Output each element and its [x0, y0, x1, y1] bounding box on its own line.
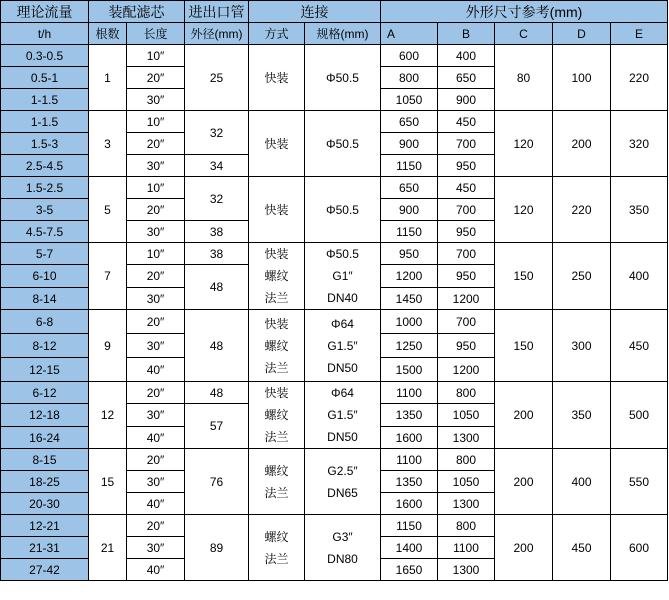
method-cell-line: 法兰	[264, 360, 289, 375]
method-cell-line: 螺纹	[264, 408, 289, 422]
flow-cell: 4.5-7.5	[1, 221, 89, 243]
dim-b-cell: 800	[438, 515, 495, 537]
method-cell	[249, 515, 305, 581]
length-cell: 20″	[127, 199, 185, 221]
subheader-a: A	[381, 23, 438, 45]
length-cell: 10″	[127, 243, 185, 265]
spec-cell-line: G1″	[332, 269, 353, 283]
dim-a-cell: 1350	[381, 404, 438, 427]
method-cell-line: 快装	[264, 247, 289, 261]
method-cell	[249, 243, 305, 310]
flow-cell: 3-5	[1, 199, 89, 221]
spec-cell	[305, 111, 381, 177]
method-cell-line: 螺纹	[264, 463, 289, 478]
subheader-b: B	[438, 23, 495, 45]
flow-cell: 0.5-1	[1, 67, 89, 89]
dim-a-cell: 1600	[381, 493, 438, 515]
method-cell	[249, 177, 305, 243]
spec-cell-line: DN50	[327, 430, 358, 444]
count-cell: 7	[89, 243, 127, 310]
flow-cell: 12-18	[1, 404, 89, 427]
flow-cell: 27-42	[1, 559, 89, 581]
dim-b-cell: 950	[438, 334, 495, 358]
flow-cell: 1.5-2.5	[1, 177, 89, 199]
length-cell: 20″	[127, 133, 185, 155]
dim-a-cell: 650	[381, 111, 438, 133]
count-cell: 1	[89, 45, 127, 111]
subheader-od: 外径(mm)	[185, 23, 249, 45]
length-cell: 20″	[127, 382, 185, 404]
dim-c-cell: 150	[495, 310, 553, 382]
dim-a-cell: 900	[381, 133, 438, 155]
dim-a-cell: 950	[381, 243, 438, 265]
dim-a-cell: 1050	[381, 89, 438, 111]
dim-e-cell: 500	[611, 382, 668, 449]
length-cell: 20″	[127, 449, 185, 471]
method-cell-line: 快装	[264, 386, 289, 400]
method-cell	[249, 45, 305, 111]
method-cell-line: 快装	[264, 70, 289, 85]
header-filter: 装配滤芯	[89, 1, 185, 23]
dim-b-cell: 700	[438, 243, 495, 265]
dim-c-cell: 120	[495, 177, 553, 243]
dim-e-cell: 600	[611, 515, 668, 581]
spec-cell	[305, 310, 381, 382]
dim-a-cell: 1450	[381, 288, 438, 310]
flow-cell: 1-1.5	[1, 89, 89, 111]
od-cell: 76	[185, 449, 249, 515]
dim-b-cell: 700	[438, 133, 495, 155]
table-row	[1, 382, 668, 404]
flow-cell: 8-12	[1, 334, 89, 358]
dim-b-cell: 650	[438, 67, 495, 89]
dim-b-cell: 1200	[438, 288, 495, 310]
spec-cell-line: G1.5″	[327, 408, 358, 422]
count-cell: 12	[89, 382, 127, 449]
method-cell-line: 法兰	[264, 485, 289, 500]
dim-b-cell: 950	[438, 221, 495, 243]
method-cell-line: 法兰	[264, 430, 289, 444]
dim-b-cell: 450	[438, 177, 495, 199]
method-cell-line: 快装	[264, 202, 289, 217]
flow-cell: 8-15	[1, 449, 89, 471]
dim-a-cell: 1600	[381, 427, 438, 449]
length-cell: 40″	[127, 559, 185, 581]
dim-a-cell: 1650	[381, 559, 438, 581]
dim-d-cell: 400	[553, 449, 611, 515]
length-cell: 30″	[127, 89, 185, 111]
dim-a-cell: 650	[381, 177, 438, 199]
dim-c-cell: 200	[495, 382, 553, 449]
dim-b-cell: 450	[438, 111, 495, 133]
spec-cell-line: G2.5″	[327, 463, 358, 478]
dim-a-cell: 1200	[381, 265, 438, 288]
length-cell: 30″	[127, 155, 185, 177]
flow-cell: 12-21	[1, 515, 89, 537]
flow-cell: 2.5-4.5	[1, 155, 89, 177]
count-cell: 21	[89, 515, 127, 581]
dim-c-cell: 200	[495, 449, 553, 515]
length-cell: 20″	[127, 67, 185, 89]
dim-b-cell: 1300	[438, 427, 495, 449]
dim-b-cell: 700	[438, 199, 495, 221]
length-cell: 40″	[127, 427, 185, 449]
method-cell	[249, 310, 305, 382]
count-cell: 3	[89, 111, 127, 177]
method-cell-line: 快装	[264, 316, 289, 331]
od-cell: 89	[185, 515, 249, 581]
dim-a-cell: 1150	[381, 221, 438, 243]
dim-e-cell: 220	[611, 45, 668, 111]
length-cell: 30″	[127, 288, 185, 310]
dim-e-cell: 350	[611, 177, 668, 243]
dim-e-cell: 400	[611, 243, 668, 310]
method-cell	[249, 111, 305, 177]
spec-cell	[305, 382, 381, 449]
spec-cell	[305, 243, 381, 310]
flow-cell: 6-8	[1, 310, 89, 334]
subheader-method: 方式	[249, 23, 305, 45]
table-row	[1, 515, 668, 537]
spec-cell-line: G3″	[332, 529, 353, 544]
length-cell: 10″	[127, 111, 185, 133]
method-cell-line: 螺纹	[264, 529, 289, 544]
dim-c-cell: 150	[495, 243, 553, 310]
dim-b-cell: 1050	[438, 471, 495, 493]
length-cell: 40″	[127, 358, 185, 382]
method-cell	[249, 382, 305, 449]
method-cell-line: 螺纹	[264, 269, 289, 283]
count-cell: 15	[89, 449, 127, 515]
subheader-count: 根数	[89, 23, 127, 45]
header-dims: 外形尺寸参考(mm)	[381, 1, 668, 23]
dim-e-cell: 450	[611, 310, 668, 382]
subheader-flow-unit: t/h	[1, 23, 89, 45]
dim-a-cell: 1100	[381, 449, 438, 471]
table-row	[1, 310, 668, 334]
dim-a-cell: 1150	[381, 155, 438, 177]
spec-cell-line: Φ50.5	[326, 136, 359, 151]
subheader-length: 长度	[127, 23, 185, 45]
dim-d-cell: 200	[553, 111, 611, 177]
spec-cell-line: DN80	[327, 551, 358, 566]
table-row	[1, 243, 668, 265]
length-cell: 20″	[127, 310, 185, 334]
subheader-e: E	[611, 23, 668, 45]
header-flow: 理论流量	[1, 1, 89, 23]
flow-cell: 6-12	[1, 382, 89, 404]
dim-e-cell: 550	[611, 449, 668, 515]
spec-cell-line: DN50	[327, 360, 358, 375]
method-cell-line: 法兰	[264, 551, 289, 566]
od-cell: 38	[185, 243, 249, 265]
table-row	[1, 177, 668, 199]
method-cell-line: 螺纹	[264, 338, 289, 353]
dim-c-cell: 200	[495, 515, 553, 581]
dim-e-cell: 320	[611, 111, 668, 177]
method-cell-line: 法兰	[264, 291, 289, 305]
dim-a-cell: 600	[381, 45, 438, 67]
length-cell: 30″	[127, 334, 185, 358]
length-cell: 20″	[127, 515, 185, 537]
od-cell: 34	[185, 155, 249, 177]
spec-cell	[305, 449, 381, 515]
header-row	[1, 1, 668, 23]
count-cell: 9	[89, 310, 127, 382]
spec-cell	[305, 45, 381, 111]
flow-cell: 5-7	[1, 243, 89, 265]
spec-cell-line: DN40	[327, 291, 358, 305]
count-cell: 5	[89, 177, 127, 243]
length-cell: 30″	[127, 471, 185, 493]
subheader-d: D	[553, 23, 611, 45]
spec-cell-line: Φ50.5	[326, 247, 359, 261]
od-cell: 48	[185, 265, 249, 310]
dim-b-cell: 800	[438, 449, 495, 471]
spec-cell	[305, 515, 381, 581]
dim-b-cell: 1050	[438, 404, 495, 427]
od-cell: 32	[185, 111, 249, 155]
dim-b-cell: 800	[438, 382, 495, 404]
dim-a-cell: 900	[381, 199, 438, 221]
dim-d-cell: 100	[553, 45, 611, 111]
dim-a-cell: 1350	[381, 471, 438, 493]
od-cell: 32	[185, 177, 249, 221]
spec-cell	[305, 177, 381, 243]
dim-d-cell: 450	[553, 515, 611, 581]
dim-b-cell: 950	[438, 155, 495, 177]
flow-cell: 12-15	[1, 358, 89, 382]
flow-cell: 1.5-3	[1, 133, 89, 155]
dim-b-cell: 700	[438, 310, 495, 334]
spec-cell-line: Φ64	[331, 386, 354, 400]
dim-d-cell: 300	[553, 310, 611, 382]
length-cell: 20″	[127, 265, 185, 288]
od-cell: 25	[185, 45, 249, 111]
dim-c-cell: 80	[495, 45, 553, 111]
spec-cell-line: DN65	[327, 485, 358, 500]
subheader-row	[1, 23, 668, 45]
flow-cell: 21-31	[1, 537, 89, 559]
od-cell: 38	[185, 221, 249, 243]
length-cell: 10″	[127, 177, 185, 199]
flow-cell: 8-14	[1, 288, 89, 310]
flow-cell: 6-10	[1, 265, 89, 288]
method-cell-line: 快装	[264, 136, 289, 151]
flow-cell: 0.3-0.5	[1, 45, 89, 67]
dim-a-cell: 1000	[381, 310, 438, 334]
length-cell: 30″	[127, 221, 185, 243]
header-connection: 连接	[249, 1, 381, 23]
dim-a-cell: 1250	[381, 334, 438, 358]
header-port: 进出口管	[185, 1, 249, 23]
od-cell: 57	[185, 404, 249, 449]
dim-b-cell: 900	[438, 89, 495, 111]
spec-cell-line: G1.5″	[327, 338, 358, 353]
flow-cell: 16-24	[1, 427, 89, 449]
spec-cell-line: Φ64	[331, 316, 354, 331]
dim-a-cell: 1150	[381, 515, 438, 537]
dim-b-cell: 950	[438, 265, 495, 288]
dim-c-cell: 120	[495, 111, 553, 177]
table-row	[1, 449, 668, 471]
table-row	[1, 111, 668, 133]
length-cell: 30″	[127, 404, 185, 427]
length-cell: 40″	[127, 493, 185, 515]
flow-cell: 1-1.5	[1, 111, 89, 133]
dim-b-cell: 1200	[438, 358, 495, 382]
subheader-c: C	[495, 23, 553, 45]
subheader-spec: 规格(mm)	[305, 23, 381, 45]
length-cell: 30″	[127, 537, 185, 559]
method-cell	[249, 449, 305, 515]
od-cell: 48	[185, 310, 249, 382]
dim-b-cell: 1300	[438, 493, 495, 515]
dim-b-cell: 400	[438, 45, 495, 67]
dim-a-cell: 800	[381, 67, 438, 89]
dim-a-cell: 1100	[381, 382, 438, 404]
dim-d-cell: 250	[553, 243, 611, 310]
spec-cell-line: Φ50.5	[326, 202, 359, 217]
flow-cell: 18-25	[1, 471, 89, 493]
length-cell: 10″	[127, 45, 185, 67]
flow-cell: 20-30	[1, 493, 89, 515]
dim-a-cell: 1500	[381, 358, 438, 382]
dim-a-cell: 1400	[381, 537, 438, 559]
dim-b-cell: 1100	[438, 537, 495, 559]
dim-d-cell: 350	[553, 382, 611, 449]
od-cell: 48	[185, 382, 249, 404]
dim-b-cell: 1300	[438, 559, 495, 581]
spec-cell-line: Φ50.5	[326, 70, 359, 85]
table-row	[1, 45, 668, 67]
dim-d-cell: 220	[553, 177, 611, 243]
